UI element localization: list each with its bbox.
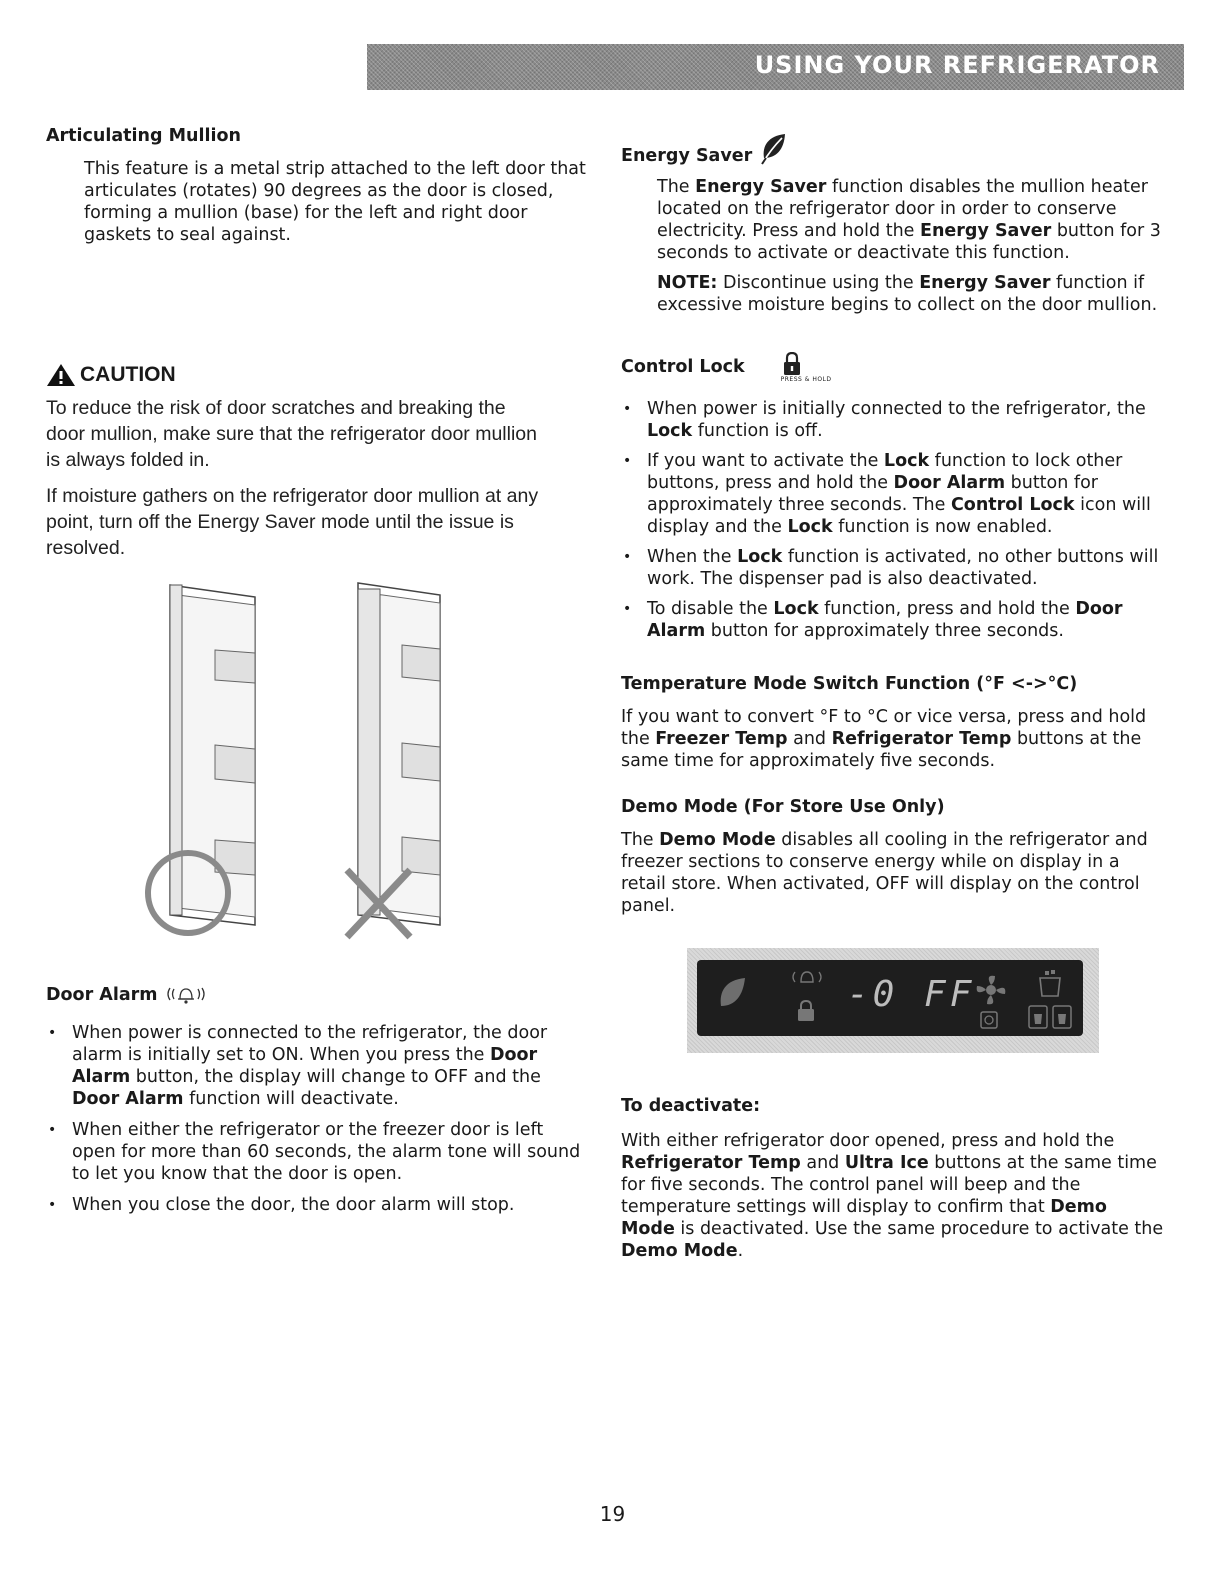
- door-alarm-section: [46, 984, 586, 1216]
- door-alarm-heading: Door Alarm: [46, 985, 158, 1005]
- temp-mode-text: If you want to convert °F to °C or vice versa, press and hold the Freezer Temp and Refrigerator Temp buttons at the same time for approximately five seconds.: [621, 707, 1147, 771]
- door-folded-correct: [148, 585, 255, 933]
- door-unfolded-incorrect: [347, 583, 440, 937]
- leaf-icon: [758, 132, 788, 166]
- energy-saver-section: [621, 132, 1166, 316]
- page-number: 19: [599, 1502, 626, 1526]
- demo-mode-heading: Demo Mode (For Store Use Only): [621, 797, 945, 817]
- control-lock-bullet-4: • To disable the Lock function, press and hold the Door Alarm button for approximately three seconds.: [621, 598, 1176, 642]
- panel-leaf-icon: [711, 974, 751, 1014]
- bell-alarm-icon: [164, 984, 208, 1006]
- control-lock-bullet-3: • When the Lock function is activated, no other buttons will work. The dispenser pad is also deactivated.: [621, 546, 1176, 590]
- energy-saver-note: NOTE: Discontinue using the Energy Saver function if excessive moisture begins to collect on the door mullion.: [657, 273, 1158, 315]
- section-header-band: [367, 44, 1184, 90]
- door-alarm-bullet-3: • When you close the door, the door alarm will stop.: [46, 1194, 586, 1216]
- control-panel-screen: [697, 960, 1083, 1036]
- control-lock-bullet-1: • When power is initially connected to the refrigerator, the Lock function is off.: [621, 398, 1176, 442]
- articulating-mullion-section: [46, 126, 586, 246]
- control-panel-image: [687, 948, 1099, 1053]
- demo-mode-section: [621, 797, 1166, 917]
- panel-dispenser-icons: [1027, 1004, 1075, 1030]
- door-alarm-bullet-2: • When either the refrigerator or the freezer door is left open for more than 60 seconds, the alarm tone will sound to let you know that the door is open.: [46, 1119, 586, 1185]
- demo-mode-text: The Demo Mode disables all cooling in the refrigerator and freezer sections to conserve energy while on display in a retail store. When activated, OFF will display on the control panel.: [621, 830, 1148, 916]
- temp-mode-section: [621, 674, 1166, 772]
- energy-saver-text: The Energy Saver function disables the mullion heater located on the refrigerator door in order to conserve electricity. Press and hold the Energy Saver button for 3 seconds to activate or deactivate this function.: [657, 177, 1161, 263]
- deactivate-text: With either refrigerator door opened, press and hold the Refrigerator Temp and Ultra Ice buttons at the same time for five seconds. The control panel will beep and the temperature settings will display to confirm that Demo Mode is deactivated. Use the same procedure to activate the Demo Mode.: [621, 1131, 1164, 1261]
- caution-text-1: To reduce the risk of door scratches and breaking the door mullion, make sure that the refrigerator door mullion is always folded in.: [46, 397, 537, 471]
- panel-bell-icon: [789, 968, 825, 988]
- panel-ice-bin-icon: [1037, 968, 1063, 998]
- control-lock-section: [621, 352, 1176, 642]
- articulating-heading: Articulating Mullion: [46, 126, 241, 146]
- panel-display-readout: -0 FF: [847, 974, 976, 1015]
- section-title: USING YOUR REFRIGERATOR: [754, 51, 1160, 79]
- deactivate-heading: To deactivate:: [621, 1096, 761, 1116]
- control-lock-bullet-2: • If you want to activate the Lock function to lock other buttons, press and hold the Door Alarm button for approximately three seconds. The Control Lock icon will display and the Lock function is now enabled.: [621, 450, 1176, 538]
- panel-lock-icon: [797, 1000, 815, 1022]
- lock-icon: [783, 352, 801, 376]
- warning-triangle-icon: [46, 363, 76, 387]
- door-alarm-bullet-1: • When power is connected to the refrigerator, the door alarm is initially set to ON. When you press the Door Alarm button, the display will change to OFF and the Door Alarm function will deactivate.: [46, 1022, 586, 1110]
- panel-filter-icon: [979, 1010, 999, 1030]
- caution-heading: CAUTION: [80, 363, 176, 386]
- articulating-text: This feature is a metal strip attached to the left door that articulates (rotates) 90 degrees as the door is closed, forming a mullion (base) for the left and right door gaskets to seal against.: [84, 159, 586, 245]
- mullion-illustration: [140, 575, 460, 955]
- caution-section: [46, 363, 566, 561]
- caution-text-2: If moisture gathers on the refrigerator door mullion at any point, turn off the Energy Saver mode until the issue is resolved.: [46, 485, 539, 559]
- deactivate-section: [621, 1096, 1166, 1262]
- temp-mode-heading: Temperature Mode Switch Function (°F <->°C): [621, 674, 1078, 694]
- lock-icon-caption: PRESS & HOLD: [780, 376, 832, 383]
- panel-fan-icon: [973, 972, 1009, 1008]
- energy-saver-heading: Energy Saver: [621, 146, 753, 166]
- control-lock-heading: Control Lock: [621, 357, 745, 377]
